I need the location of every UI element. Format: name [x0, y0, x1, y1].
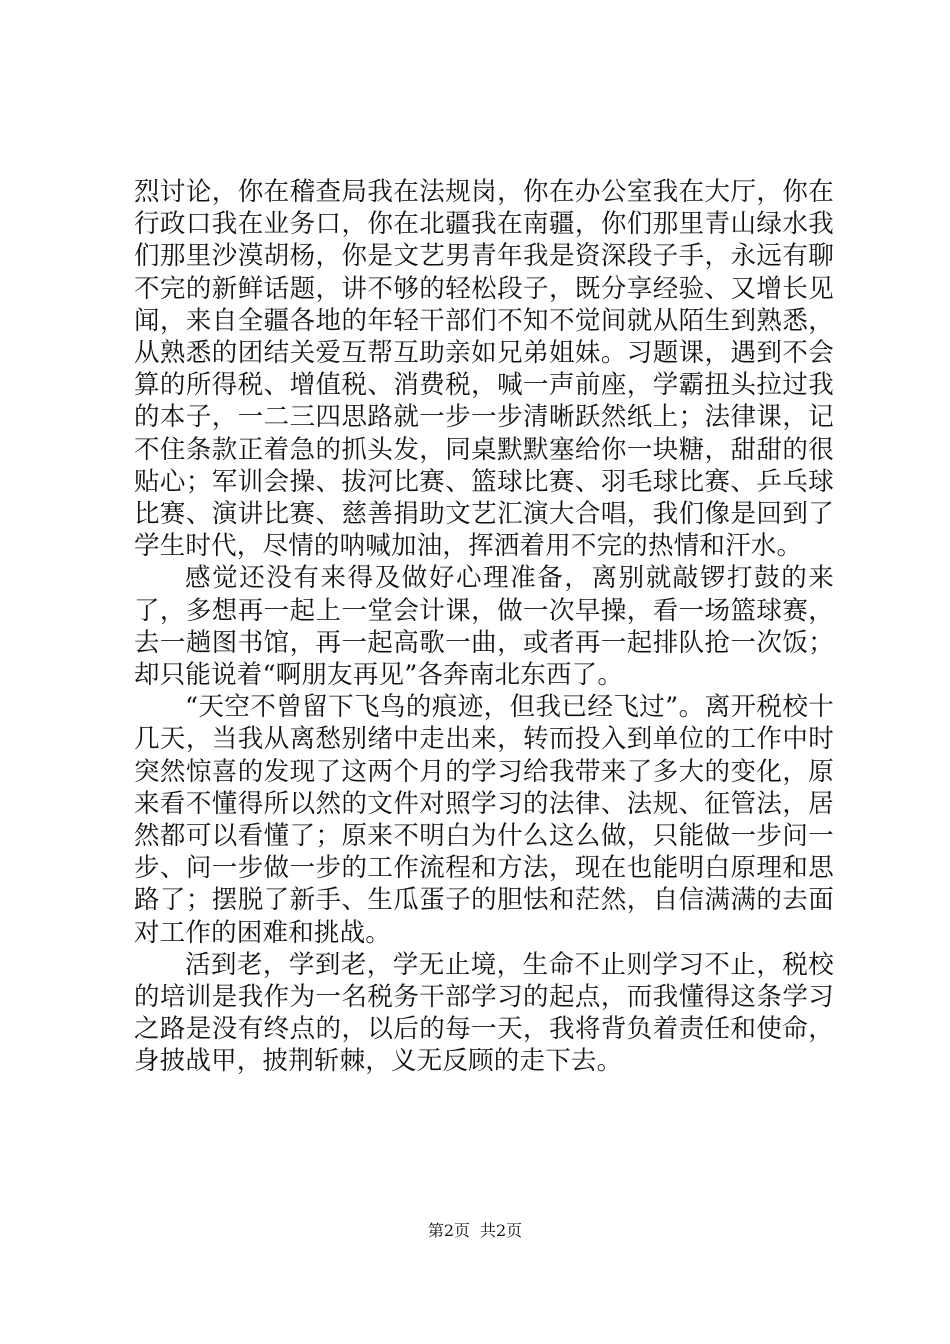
- page-number-total: 共2页: [480, 1221, 523, 1240]
- page-number-current: 第2页: [427, 1221, 470, 1240]
- document-body: [134, 176, 834, 1078]
- paragraph-3: “天空不曾留下飞鸟的痕迹，但我已经飞过”。离开税校十几天，当我从离愁别绪中走出来，转而投入到单位的工作中时突然惊喜的发现了这两个月的学习给我带来了多大的变化，原来看不懂得所以然的文件对照学习的法律、法规、征管法，居然都可以看懂了；原来不明白为什么这么做，只能做一步问一步、问一步做一步的工作流程和方法，现在也能明白原理和思路了；摆脱了新手、生瓜蛋子的胆怯和茫然，自信满满的去面对工作的困难和挑战。: [134, 692, 834, 948]
- paragraph-2: 感觉还没有来得及做好心理准备，离别就敲锣打鼓的来了，多想再一起上一堂会计课，做一次早操，看一场篮球赛，去一趟图书馆，再一起高歌一曲，或者再一起排队抢一次饭；却只能说着“啊朋友再见”各奔南北东西了。: [134, 563, 834, 691]
- paragraph-4: 活到老，学到老，学无止境，生命不止则学习不止，税校的培训是我作为一名税务干部学习的起点，而我懂得这条学习之路是没有终点的，以后的每一天，我将背负着责任和使命，身披战甲，披荆斩棘，义无反顾的走下去。: [134, 949, 834, 1077]
- page-footer: [0, 1218, 950, 1241]
- paragraph-1: 烈讨论，你在稽查局我在法规岗，你在办公室我在大厅，你在行政口我在业务口，你在北疆我在南疆，你们那里青山绿水我们那里沙漠胡杨，你是文艺男青年我是资深段子手，永远有聊不完的新鲜话题，讲不够的轻松段子，既分享经验、又增长见闻，来自全疆各地的年轻干部们不知不觉间就从陌生到熟悉，从熟悉的团结关爱互帮互助亲如兄弟姐妹。习题课，遇到不会算的所得税、增值税、消费税，喊一声前座，学霸扭头拉过我的本子，一二三四思路就一步一步清晰跃然纸上；法律课，记不住条款正着急的抓头发，同桌默默塞给你一块糖，甜甜的很贴心；军训会操、拔河比赛、篮球比赛、羽毛球比赛、乒乓球比赛、演讲比赛、慈善捐助文艺汇演大合唱，我们像是回到了学生时代，尽情的呐喊加油，挥洒着用不完的热情和汗水。: [134, 177, 834, 562]
